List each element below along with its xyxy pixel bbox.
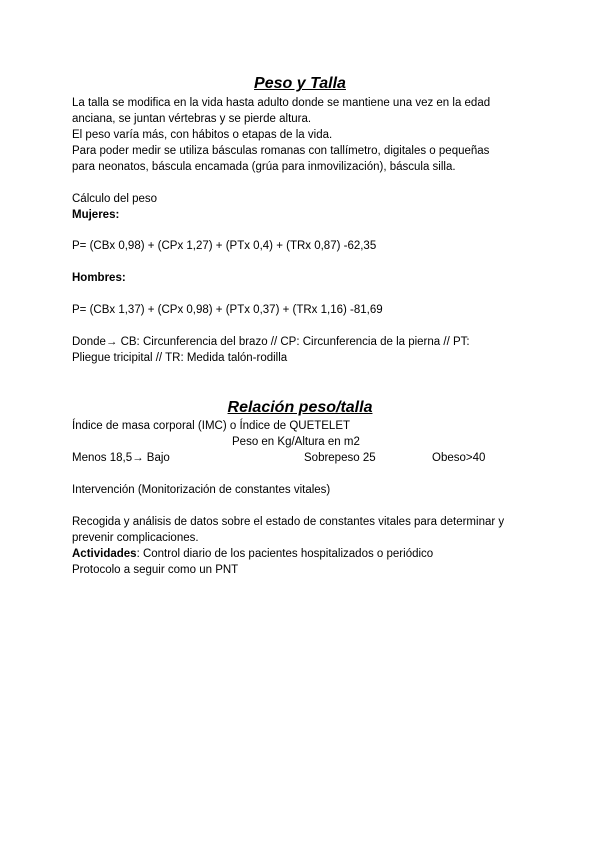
- category-obese: Obeso>40: [432, 452, 486, 464]
- intro-line: La talla se modifica en la vida hasta adulto donde se mantiene una vez en la edad: [72, 97, 491, 109]
- women-formula: P= (CBx 0,98) + (CPx 1,27) + (PTx 0,4) + (TRx 0,87) -62,35: [72, 240, 377, 252]
- section-title-relacion: Relación peso/talla: [227, 399, 373, 416]
- men-label: Hombres:: [72, 272, 126, 284]
- imc-line: Índice de masa corporal (IMC) o Índice de QUETELET: [72, 420, 351, 432]
- section-title-peso-talla: Peso y Talla: [254, 75, 346, 92]
- where-line: Pliegue tricipital // TR: Medida talón-rodilla: [72, 352, 288, 364]
- intervention-line: Intervención (Monitorización de constantes vitales): [72, 484, 331, 496]
- collection-line: prevenir complicaciones.: [72, 532, 199, 544]
- intro-line: Para poder medir se utiliza básculas romanas con tallímetro, digitales o pequeñas: [72, 145, 490, 157]
- where-line: Donde→ CB: Circunferencia del brazo // CP: Circunferencia de la pierna // PT:: [72, 336, 470, 348]
- activities-label: Actividades: [72, 548, 137, 560]
- collection-line: Recogida y análisis de datos sobre el estado de constantes vitales para determinar y: [72, 516, 505, 528]
- intro-line: El peso varía más, con hábitos o etapas de la vida.: [72, 129, 333, 141]
- calc-label: Cálculo del peso: [72, 193, 158, 205]
- activities-text: : Control diario de los pacientes hospitalizados o periódico: [136, 548, 434, 560]
- activities-line: [72, 546, 433, 562]
- category-low: Menos 18,5→ Bajo: [72, 452, 170, 464]
- protocol-line: Protocolo a seguir como un PNT: [72, 564, 239, 576]
- category-overweight: Sobrepeso 25: [304, 452, 376, 464]
- intro-line: para neonatos, báscula encamada (grúa para inmovilización), báscula silla.: [72, 161, 456, 173]
- imc-formula: Peso en Kg/Altura en m2: [232, 436, 360, 448]
- women-label: Mujeres:: [72, 209, 120, 221]
- intro-line: anciana, se juntan vértebras y se pierde altura.: [72, 113, 312, 125]
- men-formula: P= (CBx 1,37) + (CPx 0,98) + (PTx 0,37) + (TRx 1,16) -81,69: [72, 304, 383, 316]
